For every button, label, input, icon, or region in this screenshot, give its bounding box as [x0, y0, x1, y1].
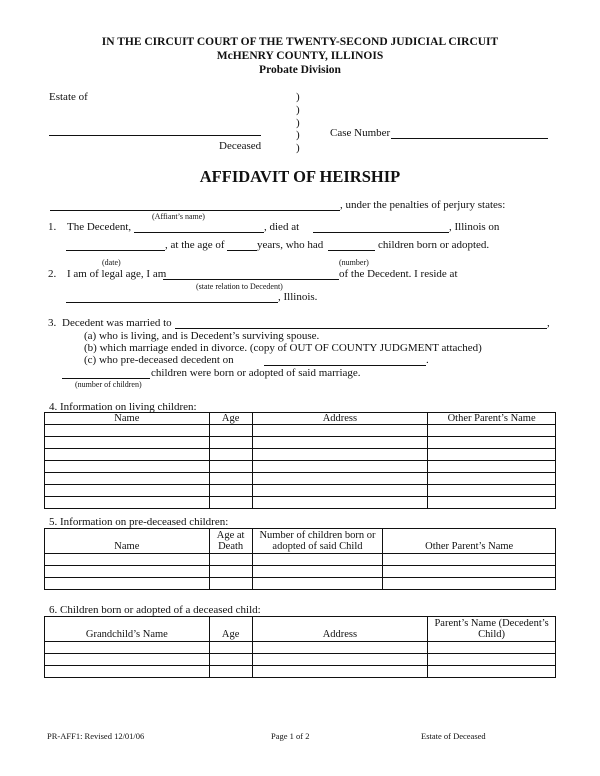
- table-cell[interactable]: [209, 566, 252, 578]
- table-cell[interactable]: [428, 461, 556, 473]
- relation-line[interactable]: [163, 279, 339, 280]
- table-row[interactable]: [45, 642, 556, 654]
- number-caption: (number): [339, 258, 369, 267]
- table-cell[interactable]: [383, 566, 556, 578]
- table-cell[interactable]: [252, 425, 428, 437]
- death-date-line[interactable]: [66, 250, 165, 251]
- table-cell[interactable]: [428, 485, 556, 497]
- column-header: Number of children born or adopted of said Child: [252, 529, 383, 554]
- table-cell[interactable]: [209, 473, 252, 485]
- table-cell[interactable]: [209, 642, 252, 654]
- table-row[interactable]: [45, 578, 556, 590]
- division-heading: Probate Division: [259, 64, 341, 76]
- table-row[interactable]: [45, 437, 556, 449]
- table-cell[interactable]: [252, 473, 428, 485]
- table-cell[interactable]: [252, 497, 428, 509]
- column-header: Grandchild’s Name: [45, 617, 210, 642]
- item1-age-of: , at the age of: [165, 239, 225, 251]
- table-cell[interactable]: [209, 666, 252, 678]
- affiant-statement: , under the penalties of perjury states:: [340, 199, 506, 211]
- item1-children: children born or adopted.: [378, 239, 490, 251]
- column-header: Other Parent’s Name: [383, 529, 556, 554]
- caption-paren: ): [296, 91, 300, 103]
- table-cell[interactable]: [252, 461, 428, 473]
- table-cell[interactable]: [45, 578, 210, 590]
- predeceased-children-table: [44, 528, 556, 590]
- county-heading: McHENRY COUNTY, ILLINOIS: [216, 50, 384, 62]
- table-row[interactable]: [45, 449, 556, 461]
- column-header: Age: [209, 413, 252, 425]
- table-row[interactable]: [45, 654, 556, 666]
- table-cell[interactable]: [45, 642, 210, 654]
- table-row[interactable]: [45, 666, 556, 678]
- table-cell[interactable]: [428, 449, 556, 461]
- residence-line[interactable]: [66, 302, 278, 303]
- item1-years: years, who had: [257, 239, 324, 251]
- table-row[interactable]: [45, 461, 556, 473]
- table-cell[interactable]: [252, 485, 428, 497]
- column-header: Name: [45, 529, 210, 554]
- table-cell[interactable]: [252, 554, 383, 566]
- table-cell[interactable]: [209, 654, 252, 666]
- column-header: Other Parent’s Name: [428, 413, 556, 425]
- table-cell[interactable]: [428, 654, 556, 666]
- section4-title: 4. Information on living children:: [49, 401, 197, 413]
- column-header: Parent’s Name (Decedent’s Child): [428, 617, 556, 642]
- option-b: (b) which marriage ended in divorce. (copy of OUT OF COUNTY JUDGMENT attached): [84, 342, 482, 354]
- age-line[interactable]: [227, 250, 257, 251]
- item3-comma: ,: [547, 317, 550, 329]
- table-cell[interactable]: [428, 497, 556, 509]
- affiant-name-line[interactable]: [50, 210, 340, 211]
- table-cell[interactable]: [209, 497, 252, 509]
- marriage-children-line[interactable]: [62, 378, 150, 379]
- item3-married-to: Decedent was married to: [62, 317, 172, 329]
- footer-page-number: Page 1 of 2: [271, 731, 310, 741]
- footer-form-number: PR-AFF1: Revised 12/01/06: [47, 731, 145, 741]
- item1-illinois-on: , Illinois on: [449, 221, 500, 233]
- table-row[interactable]: [45, 425, 556, 437]
- date-caption: (date): [102, 258, 121, 267]
- table-cell[interactable]: [383, 554, 556, 566]
- table-cell[interactable]: [45, 554, 210, 566]
- table-cell[interactable]: [428, 425, 556, 437]
- table-cell[interactable]: [45, 566, 210, 578]
- table-cell[interactable]: [252, 566, 383, 578]
- table-cell[interactable]: [209, 578, 252, 590]
- option-c-period: .: [426, 354, 429, 366]
- table-cell[interactable]: [209, 437, 252, 449]
- spouse-name-line[interactable]: [175, 328, 547, 329]
- table-cell[interactable]: [428, 437, 556, 449]
- predeceased-date-line[interactable]: [264, 365, 426, 366]
- item2-legal-age: I am of legal age, I am: [67, 268, 167, 280]
- table-cell[interactable]: [45, 425, 210, 437]
- caption-paren: ): [296, 104, 300, 116]
- death-place-line[interactable]: [313, 232, 449, 233]
- footer-estate: Estate of Deceased: [421, 731, 486, 741]
- affiant-name-caption: (Affiant’s name): [152, 212, 205, 221]
- item2-of-decedent: of the Decedent. I reside at: [339, 268, 458, 280]
- item2-illinois: , Illinois.: [278, 291, 318, 303]
- column-header: Age at Death: [209, 529, 252, 554]
- table-cell[interactable]: [252, 654, 428, 666]
- estate-name-line[interactable]: [49, 135, 261, 136]
- table-cell[interactable]: [209, 485, 252, 497]
- table-cell[interactable]: [45, 666, 210, 678]
- table-cell[interactable]: [209, 461, 252, 473]
- table-header-row: [45, 413, 556, 425]
- marriage-children-text: children were born or adopted of said marriage.: [151, 367, 361, 379]
- relation-caption: (state relation to Decedent): [196, 282, 283, 291]
- table-cell[interactable]: [383, 578, 556, 590]
- column-header: Address: [252, 617, 428, 642]
- item1-decedent-label: The Decedent,: [67, 221, 132, 233]
- table-row[interactable]: [45, 566, 556, 578]
- table-cell[interactable]: [252, 449, 428, 461]
- caption-paren: ): [296, 129, 300, 141]
- grandchildren-table: [44, 616, 556, 678]
- table-row[interactable]: [45, 497, 556, 509]
- table-row[interactable]: [45, 485, 556, 497]
- table-header-row: [45, 617, 556, 642]
- table-cell[interactable]: [209, 425, 252, 437]
- table-cell[interactable]: [45, 485, 210, 497]
- column-header: Address: [252, 413, 428, 425]
- table-cell[interactable]: [45, 654, 210, 666]
- children-count-line[interactable]: [328, 250, 375, 251]
- living-children-table: [44, 412, 556, 509]
- column-header: Name: [45, 413, 210, 425]
- table-cell[interactable]: [45, 473, 210, 485]
- table-cell[interactable]: [45, 461, 210, 473]
- option-c: (c) who pre-deceased decedent on: [84, 354, 234, 366]
- table-cell[interactable]: [428, 666, 556, 678]
- table-cell[interactable]: [45, 437, 210, 449]
- option-a: (a) who is living, and is Decedent’s surviving spouse.: [84, 330, 320, 342]
- table-cell[interactable]: [252, 642, 428, 654]
- estate-of-label: Estate of: [49, 91, 88, 103]
- table-cell[interactable]: [252, 578, 383, 590]
- table-header-row: [45, 529, 556, 554]
- section6-title: 6. Children born or adopted of a deceased child:: [49, 604, 261, 616]
- column-header: Age: [209, 617, 252, 642]
- item3-number: 3.: [48, 317, 57, 329]
- table-cell[interactable]: [209, 449, 252, 461]
- item2-number: 2.: [48, 268, 57, 280]
- table-cell[interactable]: [209, 554, 252, 566]
- table-cell[interactable]: [252, 437, 428, 449]
- case-number-line[interactable]: [391, 138, 548, 139]
- item1-number: 1.: [48, 221, 57, 233]
- table-row[interactable]: [45, 554, 556, 566]
- table-row[interactable]: [45, 473, 556, 485]
- section5-title: 5. Information on pre-deceased children:: [49, 516, 229, 528]
- document-title: AFFIDAVIT OF HEIRSHIP: [199, 167, 401, 186]
- item1-died-at: , died at: [264, 221, 300, 233]
- table-cell[interactable]: [45, 497, 210, 509]
- case-number-label: Case Number: [330, 127, 391, 139]
- caption-paren: ): [296, 142, 300, 154]
- court-heading: IN THE CIRCUIT COURT OF THE TWENTY-SECOND JUDICIAL CIRCUIT: [101, 36, 499, 48]
- table-cell[interactable]: [252, 666, 428, 678]
- table-cell[interactable]: [428, 642, 556, 654]
- table-cell[interactable]: [428, 473, 556, 485]
- decedent-name-line[interactable]: [134, 232, 264, 233]
- children-number-caption: (number of children): [75, 380, 142, 389]
- deceased-label: Deceased: [219, 140, 262, 152]
- caption-paren: ): [296, 117, 300, 129]
- table-cell[interactable]: [45, 449, 210, 461]
